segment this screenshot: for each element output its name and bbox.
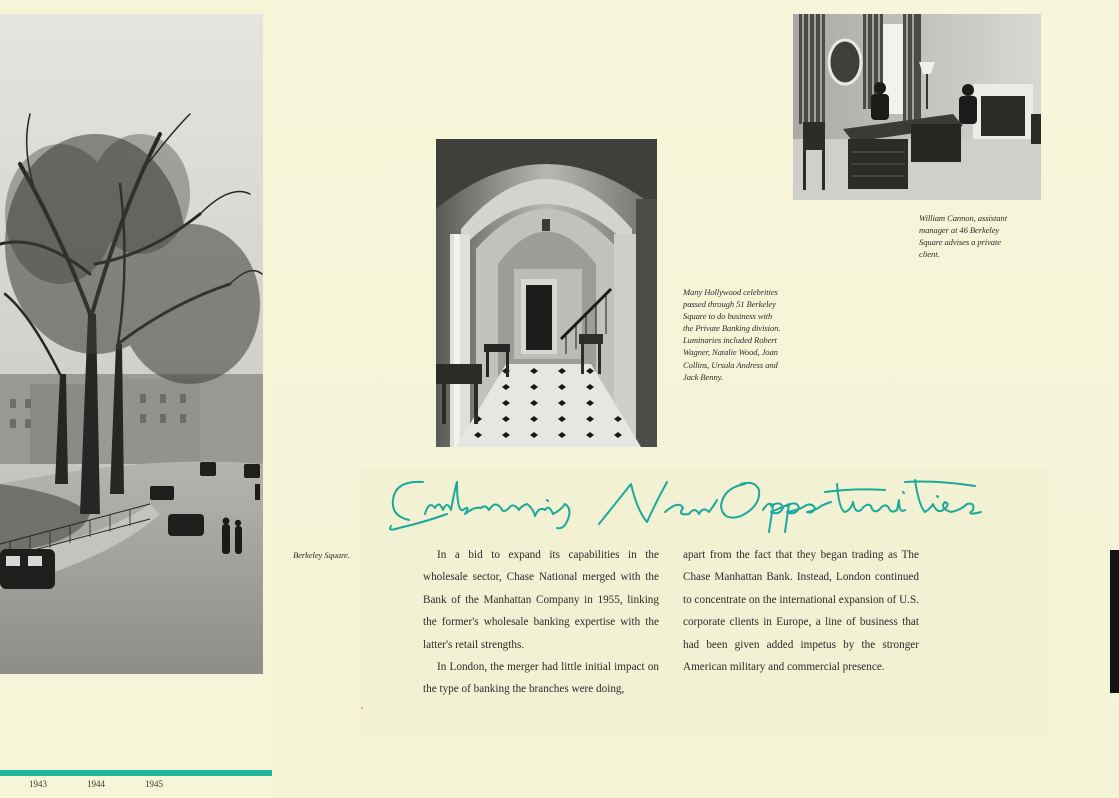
body-paragraph: apart from the fact that they began trading as The Chase Manhattan Bank. Instead, London continued to concentrate on the international expansion of U.S. corporate clients in Europe, a line of business that had been given added impetus by the stronger American military and commercial presence. (683, 549, 919, 674)
hallway-photo (436, 139, 657, 447)
paper-speck (361, 707, 363, 709)
timeline-year: 1945 (145, 779, 163, 789)
body-column-2 (683, 544, 919, 678)
office-photo (793, 14, 1041, 200)
timeline-year: 1944 (87, 779, 105, 789)
body-paragraph: In London, the merger had little initial impact on the type of banking the branches were doing, (423, 661, 659, 696)
headline (385, 470, 995, 540)
berkeley-caption: Berkeley Square. (293, 550, 350, 560)
body-paragraph: In a bid to expand its capabilities in the wholesale sector, Chase National merged with the Bank of the Manhattan Company in 1955, linking the former's wholesale banking expertise with the latter's retail strengths. (423, 549, 659, 651)
berkeley-square-photo (0, 14, 263, 674)
headline-script (385, 470, 995, 540)
body-column-1 (423, 544, 659, 701)
timeline-year: 1943 (29, 779, 47, 789)
hallway-caption: Many Hollywood celebrities passed through 51 Berkeley Square to do business with the Private Banking division. Luminaries included Robert Wagner, Natalie Wood, Joan Collins, Ursula Andress and Jack Benny. (683, 287, 781, 382)
office-caption: William Cannon, assistant manager at 46 Berkeley Square advises a private client. (919, 213, 1007, 260)
timeline-bar (0, 770, 272, 776)
page-edge-tab (1110, 550, 1119, 693)
